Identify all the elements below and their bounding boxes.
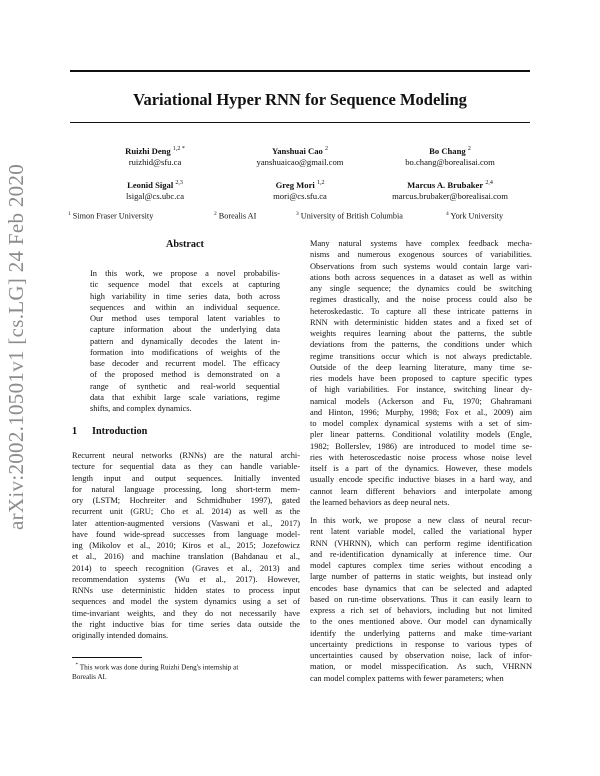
affiliation xyxy=(214,211,256,221)
abstract-line: formation into modifications of weights of the xyxy=(90,347,280,357)
affiliation-name: York University xyxy=(450,211,504,221)
author-email[interactable]: bo.chang@borealisai.com xyxy=(405,156,495,167)
author-affil-mark: 2 xyxy=(325,146,329,152)
section-number: 1 xyxy=(72,426,78,437)
affiliation-name: University of British Columbia xyxy=(300,211,403,221)
abstract-body xyxy=(90,268,280,414)
body-line: Observations from such systems would contain large vari- xyxy=(310,261,532,271)
author-block xyxy=(370,178,530,202)
body-line: ries with heteroscedastic noise process whose noise level xyxy=(310,452,532,462)
section-title: Introduction xyxy=(92,426,148,437)
abstract-line: of the proposed method is demonstrated on a xyxy=(90,370,280,380)
body-line: regimes drastically, and the noise process could also be xyxy=(310,295,532,305)
body-line: cannot learn different behaviors and interpolate among xyxy=(310,486,532,496)
author-name: Marcus A. Brubaker xyxy=(407,179,484,190)
abstract-heading: Abstract xyxy=(166,239,204,250)
affiliation xyxy=(446,211,503,221)
body-line: and Hinton, 1996; Murphy, 1998; Fox et al., 2009) aim xyxy=(310,407,532,417)
body-line: based on run-time observations. Thus it can easily learn to xyxy=(310,594,532,604)
abstract-line: Our method uses temporal latent variables to xyxy=(90,314,280,323)
intro-line: for natural language processing, long short-term mem- xyxy=(72,484,300,494)
affiliation-name: Simon Fraser University xyxy=(72,211,154,221)
body-line: any single sequence; the dynamics could be switching xyxy=(310,284,532,293)
body-line: ries models have been proposed to capture specific types xyxy=(310,374,532,383)
author-name: Yanshuai Cao xyxy=(271,145,323,156)
author-affil-mark: 1,2 * xyxy=(172,146,185,152)
body-line: RNN with deterministic hidden states and a fixed set of xyxy=(310,317,532,327)
author-affil-mark: 2 xyxy=(467,146,471,152)
abstract-line: shifts, and complex dynamics. xyxy=(90,404,192,413)
author-block xyxy=(75,178,235,202)
intro-line: RNNs use deterministic hidden states to process input xyxy=(72,586,300,595)
abstract-line: range of synthetic and real-world sequential xyxy=(90,381,280,391)
intro-line: later attention-augmented versions (Vaswani et al., 2017) xyxy=(72,518,300,528)
title-bottom-rule xyxy=(70,122,530,123)
introduction-body xyxy=(72,450,300,641)
author-affil-mark: 1,2 xyxy=(316,180,325,186)
footnote xyxy=(72,661,300,682)
author-email[interactable]: yanshuaicao@gmail.com xyxy=(256,156,344,167)
body-line: can model complex patterns with fewer parameters; when xyxy=(310,673,504,683)
body-line: nisms and numerous exogenous sources of variabilities. xyxy=(310,250,532,260)
affiliation-mark: 2 xyxy=(214,211,217,217)
footnote-rule xyxy=(72,657,142,658)
footnote-line: Borealis AI. xyxy=(72,672,107,681)
author-name: Bo Chang xyxy=(429,145,466,156)
intro-line: recommendation systems (Wu et al., 2017). However, xyxy=(72,574,300,584)
right-column-para2 xyxy=(310,515,532,684)
body-line: to the ones mentioned above. Our model can dynamically xyxy=(310,617,532,627)
body-line: of high variabilities. For instance, switching linear dy- xyxy=(310,385,532,395)
body-line: itself is a part of the dynamics. However, these models xyxy=(310,464,532,473)
body-line: uncertainties caused by observation noise, lack of infor- xyxy=(310,651,532,660)
body-line: deviations from the patterns, the conditions under which xyxy=(310,340,532,350)
intro-line: sequences and model the system dynamics using a set of xyxy=(72,597,300,607)
body-line: model captures complex time series without encoding a xyxy=(310,561,532,570)
body-line: pler linear patterns. Conditional volatility models (Engle, xyxy=(310,430,532,440)
abstract-line: In this work, we propose a novel probabilis- xyxy=(90,269,280,278)
right-column-para1 xyxy=(310,238,532,508)
intro-line: have found wide-spread successes from language model- xyxy=(72,529,300,539)
body-line: Many natural systems have complex feedback mecha- xyxy=(310,239,532,248)
intro-line: et al., 2016) and machine translation (Bahdanau et al., xyxy=(72,552,300,562)
affiliation-mark: 4 xyxy=(446,211,449,217)
author-block xyxy=(370,144,530,168)
body-line: mation, or model misspecification. As such, VHRNN xyxy=(310,662,532,672)
abstract-line: tic sequence model that excels at capturing xyxy=(90,280,280,290)
body-line: weights requires learning about the patterns, the subtle xyxy=(310,329,532,338)
body-line: the learned behaviors as deep neural nets. xyxy=(310,497,450,507)
body-line: rent latent variable model, called the variational hyper xyxy=(310,527,532,537)
body-line: usually encode specific inductive biases in a hard way, and xyxy=(310,475,532,485)
intro-line: tecture for sequential data as they can handle variable- xyxy=(72,462,300,472)
affiliation-name: Borealis AI xyxy=(218,211,257,221)
title-top-rule xyxy=(70,70,530,72)
affiliation-mark: 3 xyxy=(296,211,299,217)
abstract-line: high variability in time series data, both across xyxy=(90,291,280,301)
intro-line: 2014) to speech recognition (Graves et al., 2013) and xyxy=(72,563,300,573)
author-name: Leonid Sigal xyxy=(127,179,174,190)
intro-line: the right inductive bias for time series data outside the xyxy=(72,619,300,629)
author-email[interactable]: lsigal@cs.ubc.ca xyxy=(125,190,185,201)
abstract-line: capture information about the underlying data xyxy=(90,325,280,335)
body-line: and re-identification dynamically at inference time. Our xyxy=(310,549,532,559)
body-line: express a rich set of behaviors, including but not limited xyxy=(310,606,532,615)
author-name: Greg Mori xyxy=(275,179,315,190)
body-line: regime transitions occur which is not always predictable. xyxy=(310,351,532,361)
body-line: RNN (VHRNN), which can perform regime identification xyxy=(310,538,532,548)
intro-line: Recurrent neural networks (RNNs) are the natural archi- xyxy=(72,451,300,460)
intro-line: ory (LSTM; Hochreiter and Schmidhuber 1997), gated xyxy=(72,496,300,505)
footnote-mark: * xyxy=(75,663,79,668)
intro-line: time-invariant weights, and they do not necessarily have xyxy=(72,608,300,618)
body-line: encodes base dynamics that can be selected and adapted xyxy=(310,583,532,593)
body-line: to model complex dynamical systems with a set of sim- xyxy=(310,419,532,428)
affiliation xyxy=(68,211,153,221)
affiliation xyxy=(296,211,403,221)
body-line: Outside of the deep learning literature, many time se- xyxy=(310,362,532,372)
footnote-line: This work was done during Ruizhi Deng's internship at xyxy=(79,663,239,672)
affiliation-mark: 1 xyxy=(68,211,71,217)
author-email[interactable]: mori@cs.sfu.ca xyxy=(273,190,327,201)
author-email[interactable]: ruizhid@sfu.ca xyxy=(128,156,182,167)
body-line: large number of patterns in static weights, but instead only xyxy=(310,572,532,582)
intro-line: recurrent unit (GRU; Cho et al. 2014) as well as the xyxy=(72,507,300,517)
paper-title: Variational Hyper RNN for Sequence Modeling xyxy=(133,90,467,109)
author-block xyxy=(220,178,380,202)
body-line: In this work, we propose a new class of neural recur- xyxy=(310,516,532,525)
author-affil-mark: 2,3 xyxy=(175,180,183,186)
body-line: heteroskedastic. To capture all these intricate patterns in xyxy=(310,306,532,316)
arxiv-stamp: arXiv:2002.10501v1 [cs.LG] 24 Feb 2020 xyxy=(4,163,28,530)
author-email[interactable]: marcus.brubaker@borealisai.com xyxy=(392,190,508,201)
body-line: ations both across sequences in a dataset as well as within xyxy=(310,272,532,282)
abstract-line: sequences and within an individual sequence. xyxy=(90,302,280,312)
author-name: Ruizhi Deng xyxy=(125,145,171,156)
abstract-line: pattern and dynamically decodes the latent in- xyxy=(90,336,280,346)
intro-line: length input and output sequences. Initially invented xyxy=(72,473,300,483)
author-block xyxy=(75,144,235,168)
author-affil-mark: 2,4 xyxy=(485,180,493,186)
body-line: identify the underlying patterns and make time-variant xyxy=(310,628,532,638)
abstract-line: data that exhibit large scale variations, regime xyxy=(90,392,280,402)
body-line: uncertainty predictions in response to various types of xyxy=(310,639,532,649)
author-block xyxy=(220,144,380,168)
abstract-line: base decoder and recurrent model. The efficacy xyxy=(90,359,280,368)
body-line: 1982; Bollerslev, 1986) are introduced to model time se- xyxy=(310,441,532,451)
intro-line: originally intended domains. xyxy=(72,631,169,640)
body-line: namical models (Ackerson and Fu, 1970; Ghahramani xyxy=(310,396,532,406)
intro-line: ing (Mikolov et al., 2010; Kiros et al., 2015; Jozefowicz xyxy=(72,541,300,550)
section-heading-introduction xyxy=(72,426,147,437)
